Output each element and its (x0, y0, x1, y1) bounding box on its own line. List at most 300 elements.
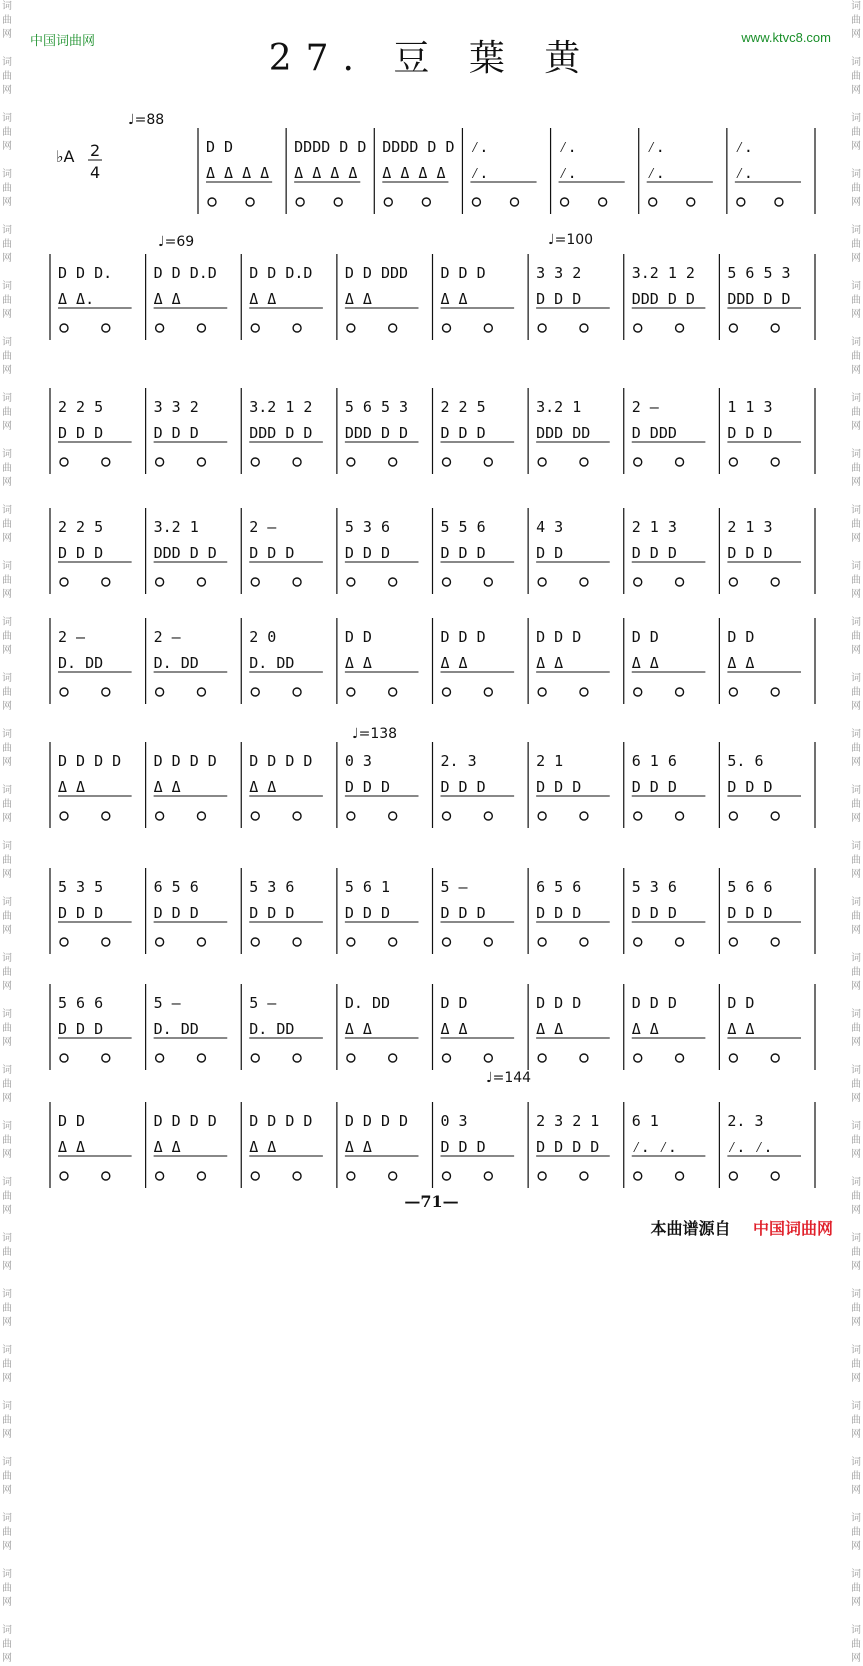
measure-lower-line: D D D (727, 544, 773, 562)
measure-upper-line: D D (344, 628, 372, 646)
measure (727, 628, 801, 696)
drum-stroke-mark (60, 458, 68, 466)
measure-upper-line: 2 0 (249, 628, 277, 646)
measure (727, 752, 801, 820)
score-system-4 (50, 508, 815, 594)
measure-lower-line: Δ Δ (153, 290, 181, 308)
measure-lower-line: DDD D D (344, 424, 409, 442)
measure (58, 1112, 132, 1180)
measure-upper-line: 6 1 6 (631, 752, 677, 770)
measure (441, 518, 515, 586)
drum-stroke-mark (384, 198, 392, 206)
drum-stroke-mark (389, 1054, 397, 1062)
source-site-link[interactable]: 中国词曲网 (752, 1221, 833, 1238)
measure (345, 1112, 419, 1180)
measure-upper-line: 2 1 (536, 752, 564, 770)
measure-upper-line: D D (727, 994, 755, 1012)
drum-stroke-mark (102, 1172, 110, 1180)
measure-upper-line: 6 5 6 (536, 878, 582, 896)
drum-stroke-mark (443, 938, 451, 946)
drum-stroke-mark (538, 688, 546, 696)
measure (154, 518, 228, 586)
drum-stroke-mark (156, 812, 164, 820)
drum-stroke-mark (251, 324, 259, 332)
measure-upper-line: D D D D (153, 1112, 217, 1130)
measure-lower-line: D D D (58, 904, 104, 922)
measure-upper-line: 5 3 6 (249, 878, 295, 896)
measure (345, 752, 419, 820)
drum-stroke-mark (472, 198, 480, 206)
measure-upper-line: D D (631, 628, 659, 646)
drum-stroke-mark (251, 578, 259, 586)
measure-upper-line: D. DD (344, 994, 391, 1012)
drum-stroke-mark (197, 938, 205, 946)
site-url[interactable]: www.ktvc8.com (741, 30, 831, 45)
measure-upper-line: 5 3 6 (344, 518, 391, 536)
measure (536, 1112, 610, 1180)
measure-lower-line: D D D (536, 904, 582, 922)
drum-stroke-mark (771, 1054, 779, 1062)
measure-upper-line: D D (206, 138, 234, 156)
measure (536, 628, 610, 696)
measure-lower-line: D D D (536, 778, 582, 796)
measure-upper-line: D D D D (153, 752, 217, 770)
measure-lower-line: Δ Δ (249, 290, 277, 308)
drum-stroke-mark (676, 578, 684, 586)
drum-stroke-mark (484, 1172, 492, 1180)
drum-stroke-mark (580, 458, 588, 466)
drum-stroke-mark (197, 458, 205, 466)
drum-stroke-mark (347, 688, 355, 696)
measure-lower-line: Δ Δ. (58, 290, 95, 308)
measure-upper-line: 3 3 2 (153, 398, 199, 416)
measure (632, 264, 706, 332)
drum-stroke-mark (538, 812, 546, 820)
measure-upper-line: 6 5 6 (153, 878, 199, 896)
measure-upper-line: 5 6 6 (727, 878, 773, 896)
measure-upper-line: DDDD D D (294, 138, 367, 156)
drum-stroke-mark (580, 938, 588, 946)
drum-stroke-mark (389, 578, 397, 586)
measure (249, 628, 323, 696)
drum-stroke-mark (443, 1172, 451, 1180)
score-system-3 (50, 388, 815, 474)
drum-stroke-mark (443, 812, 451, 820)
drum-stroke-mark (580, 1054, 588, 1062)
drum-stroke-mark (347, 1172, 355, 1180)
measure-lower-line: Δ Δ Δ Δ (206, 164, 270, 182)
measure-upper-line: D D D (440, 264, 486, 282)
drum-stroke-mark (676, 1172, 684, 1180)
drum-stroke-mark (197, 1054, 205, 1062)
drum-stroke-mark (347, 458, 355, 466)
drum-stroke-mark (102, 458, 110, 466)
drum-stroke-mark (156, 938, 164, 946)
drum-stroke-mark (729, 1172, 737, 1180)
measure (441, 264, 515, 332)
measure-upper-line: 4 3 (536, 518, 564, 536)
measure (441, 752, 515, 820)
score-system-5 (50, 618, 815, 704)
measure-upper-line: 2 – (58, 628, 86, 646)
measure-lower-line: D. DD (249, 654, 295, 672)
tempo-mark: ♩=100 (548, 232, 594, 248)
measure-upper-line: 2. 3 (727, 1112, 764, 1130)
drum-stroke-mark (484, 458, 492, 466)
measure (154, 752, 228, 820)
measure (727, 1112, 801, 1180)
measure-upper-line: D D D (631, 994, 677, 1012)
measure (58, 264, 132, 332)
measure (536, 878, 610, 946)
drum-stroke-mark (676, 458, 684, 466)
drum-stroke-mark (729, 812, 737, 820)
measure-upper-line: 2 – (153, 628, 181, 646)
measure-upper-line: 3.2 1 (536, 398, 582, 416)
score-system-8 (50, 984, 815, 1070)
measure-lower-line: Δ Δ (249, 778, 277, 796)
measure (727, 264, 801, 332)
measure (58, 752, 132, 820)
measure-upper-line: 5 6 6 (58, 994, 104, 1012)
measure-lower-line: Δ Δ (440, 654, 468, 672)
measure-upper-line: 2 2 5 (58, 398, 104, 416)
drum-stroke-mark (634, 1054, 642, 1062)
measure (536, 994, 610, 1062)
drum-stroke-mark (676, 324, 684, 332)
drum-stroke-mark (634, 688, 642, 696)
drum-stroke-mark (347, 578, 355, 586)
measure (58, 994, 132, 1062)
drum-stroke-mark (676, 1054, 684, 1062)
measure-lower-line: Δ Δ (631, 1020, 659, 1038)
drum-stroke-mark (687, 198, 695, 206)
measure-upper-line: 5. 6 (727, 752, 764, 770)
drum-stroke-mark (197, 812, 205, 820)
drum-stroke-mark (729, 1054, 737, 1062)
drum-stroke-mark (60, 1054, 68, 1062)
measure-lower-line: Δ Δ (249, 1138, 277, 1156)
drum-stroke-mark (389, 688, 397, 696)
measure-lower-line: D DDD (631, 424, 677, 442)
measure (154, 1112, 228, 1180)
measure-upper-line: 2. 3 (440, 752, 477, 770)
drum-stroke-mark (296, 198, 304, 206)
measure (632, 1112, 706, 1180)
measure (345, 994, 419, 1062)
drum-stroke-mark (197, 1172, 205, 1180)
measure (345, 264, 419, 332)
measure (154, 878, 228, 946)
drum-stroke-mark (102, 324, 110, 332)
measure-lower-line: DDD D D (153, 544, 217, 562)
measure (206, 138, 272, 206)
measure-lower-line: Δ Δ (153, 1138, 181, 1156)
drum-stroke-mark (60, 324, 68, 332)
drum-stroke-mark (676, 688, 684, 696)
drum-stroke-mark (102, 1054, 110, 1062)
measure-lower-line: Δ Δ (58, 1138, 86, 1156)
drum-stroke-mark (771, 578, 779, 586)
measure-lower-line: D D D (58, 424, 104, 442)
measure-upper-line: D D D D (344, 1112, 409, 1130)
drum-stroke-mark (60, 1172, 68, 1180)
measure (632, 518, 706, 586)
drum-stroke-mark (775, 198, 783, 206)
measure-upper-line: 5 6 1 (344, 878, 391, 896)
measure-lower-line: D D D (727, 424, 773, 442)
measure (441, 1112, 515, 1180)
measure-lower-line: D D D (344, 544, 391, 562)
score-system-2 (50, 254, 815, 340)
drum-stroke-mark (251, 812, 259, 820)
drum-stroke-mark (334, 198, 342, 206)
measure-lower-line: D D D (153, 424, 199, 442)
drum-stroke-mark (580, 812, 588, 820)
drum-stroke-mark (771, 458, 779, 466)
drum-stroke-mark (389, 324, 397, 332)
measure-lower-line: D D D (631, 904, 677, 922)
measure (441, 878, 515, 946)
measure (536, 398, 610, 466)
measure (154, 264, 228, 332)
drum-stroke-mark (443, 578, 451, 586)
drum-stroke-mark (251, 458, 259, 466)
drum-stroke-mark (246, 198, 254, 206)
drum-stroke-mark (484, 578, 492, 586)
drum-stroke-mark (347, 324, 355, 332)
drum-stroke-mark (251, 1172, 259, 1180)
measure-upper-line: DDDD D D (382, 138, 455, 156)
measure (58, 628, 132, 696)
measure-upper-line: D D D D (249, 1112, 313, 1130)
drum-stroke-mark (293, 324, 301, 332)
drum-stroke-mark (293, 578, 301, 586)
drum-stroke-mark (197, 324, 205, 332)
key-signature: ♭A (56, 147, 75, 166)
measure-lower-line: Δ Δ (344, 1138, 372, 1156)
measure-upper-line: D D D (536, 628, 582, 646)
drum-stroke-mark (102, 812, 110, 820)
drum-stroke-mark (197, 578, 205, 586)
right-watermark-strip: 词 曲 网 词 曲 网 词 曲 网 词 曲 网 词 曲 网 词 曲 网 词 曲 网 词 曲 网 词 曲 网 词 曲 网 词 曲 网 词 曲 网 词 曲 网 词 曲 网 词 曲 网 词 曲 网 词 曲 网 词 曲 网 词 曲 网 词 曲 网 词 曲 网 词 曲 网 词 曲 网 词 曲 网 词 曲 网 词 曲 网 词 曲 网 词 曲 网 词 曲 网 词 曲 网 (851, 1, 861, 1664)
measure-upper-line: 0 3 (344, 752, 372, 770)
drum-stroke-mark (484, 1054, 492, 1062)
measure-lower-line: DDD DD (536, 424, 591, 442)
measure-lower-line: D D D (536, 290, 582, 308)
drum-stroke-mark (634, 812, 642, 820)
drum-stroke-mark (156, 1054, 164, 1062)
measure (382, 138, 454, 206)
drum-stroke-mark (156, 578, 164, 586)
measure (441, 994, 515, 1062)
drum-stroke-mark (771, 812, 779, 820)
drum-stroke-mark (197, 688, 205, 696)
drum-stroke-mark (347, 1054, 355, 1062)
measure-upper-line: 2 – (631, 398, 659, 416)
measure (58, 518, 132, 586)
measure-lower-line: D D D (249, 904, 295, 922)
drum-stroke-mark (251, 938, 259, 946)
tempo-mark: ♩=144 (486, 1070, 532, 1086)
drum-stroke-mark (293, 812, 301, 820)
measure-lower-line: DDD D D (249, 424, 313, 442)
drum-stroke-mark (347, 812, 355, 820)
measure-lower-line: D D D D (536, 1138, 600, 1156)
measure (632, 994, 706, 1062)
measure-lower-line: D D D (440, 1138, 486, 1156)
measure-lower-line: ⁄. (734, 164, 753, 182)
measure (632, 398, 706, 466)
time-signature-bottom: 4 (90, 163, 101, 182)
left-watermark-strip: 词 曲 网 词 曲 网 词 曲 网 词 曲 网 词 曲 网 词 曲 网 词 曲 网 词 曲 网 词 曲 网 词 曲 网 词 曲 网 词 曲 网 词 曲 网 词 曲 网 词 曲 网 词 曲 网 词 曲 网 词 曲 网 词 曲 网 词 曲 网 词 曲 网 词 曲 网 词 曲 网 词 曲 网 词 曲 网 词 曲 网 词 曲 网 词 曲 网 词 曲 网 词 曲 网 (2, 1, 12, 1664)
drum-stroke-mark (634, 458, 642, 466)
measure (294, 138, 366, 206)
measure-upper-line: 2 1 3 (727, 518, 773, 536)
drum-stroke-mark (771, 1172, 779, 1180)
measure (154, 628, 228, 696)
measure-lower-line: Δ Δ (344, 1020, 372, 1038)
drum-stroke-mark (649, 198, 657, 206)
measure-lower-line: D. DD (153, 1020, 199, 1038)
measure (536, 752, 610, 820)
measure-upper-line: 2 2 5 (58, 518, 104, 536)
drum-stroke-mark (484, 938, 492, 946)
measure-upper-line: 2 3 2 1 (536, 1112, 600, 1130)
measure-lower-line: ⁄. ⁄. (631, 1138, 677, 1156)
measure-lower-line: D D (536, 544, 564, 562)
drum-stroke-mark (729, 324, 737, 332)
measure-lower-line: Δ Δ (440, 1020, 468, 1038)
measure-upper-line: 2 2 5 (440, 398, 486, 416)
measure (632, 752, 706, 820)
measure-upper-line: ⁄. (646, 138, 665, 156)
measure (727, 878, 801, 946)
drum-stroke-mark (676, 812, 684, 820)
drum-stroke-mark (251, 1054, 259, 1062)
measure-lower-line: Δ Δ (631, 654, 659, 672)
measure (727, 398, 801, 466)
drum-stroke-mark (60, 688, 68, 696)
measure-lower-line: D D D (440, 778, 486, 796)
measure-lower-line: D D D (344, 778, 391, 796)
measure-upper-line: D D D D (58, 752, 122, 770)
measure-lower-line: DDD D D (631, 290, 695, 308)
source-credit (651, 1216, 833, 1239)
measure-lower-line: D D D (440, 424, 486, 442)
measure-upper-line: ⁄. (734, 138, 753, 156)
measure-upper-line: D D D D (249, 752, 313, 770)
measure-lower-line: ⁄. (558, 164, 577, 182)
measure-lower-line: Δ Δ (344, 290, 372, 308)
measure (536, 518, 610, 586)
measure (727, 994, 801, 1062)
measure-upper-line: 2 – (249, 518, 277, 536)
drum-stroke-mark (293, 1054, 301, 1062)
drum-stroke-mark (443, 458, 451, 466)
measure (249, 518, 323, 586)
drum-stroke-mark (729, 458, 737, 466)
measure-upper-line: 5 – (440, 878, 468, 896)
measure (735, 138, 801, 206)
time-signature-top: 2 (90, 141, 101, 160)
measure-lower-line: Δ Δ (344, 654, 372, 672)
measure-lower-line: D D D (249, 544, 295, 562)
measure (345, 628, 419, 696)
measure (345, 518, 419, 586)
drum-stroke-mark (251, 688, 259, 696)
measure-upper-line: 3 3 2 (536, 264, 582, 282)
drum-stroke-mark (60, 938, 68, 946)
measure-lower-line: D D D (727, 904, 773, 922)
drum-stroke-mark (580, 1172, 588, 1180)
drum-stroke-mark (484, 812, 492, 820)
measure-lower-line: D D D (344, 904, 391, 922)
measure-lower-line: Δ Δ (727, 654, 755, 672)
drum-stroke-mark (389, 812, 397, 820)
measure-upper-line: D D (440, 994, 468, 1012)
drum-stroke-mark (634, 938, 642, 946)
measure-lower-line: D D D (440, 544, 486, 562)
drum-stroke-mark (208, 198, 216, 206)
drum-stroke-mark (102, 688, 110, 696)
measure-lower-line: ⁄. (646, 164, 665, 182)
drum-stroke-mark (156, 1172, 164, 1180)
measure-lower-line: Δ Δ (727, 1020, 755, 1038)
measure (154, 994, 228, 1062)
drum-stroke-mark (60, 578, 68, 586)
tempo-mark: ♩=138 (352, 726, 398, 742)
measure-lower-line: D D D (58, 1020, 104, 1038)
drum-stroke-mark (580, 578, 588, 586)
measure-lower-line: D D D (440, 904, 486, 922)
drum-stroke-mark (484, 324, 492, 332)
drum-stroke-mark (729, 688, 737, 696)
measure-upper-line: 3.2 1 (153, 518, 199, 536)
measure-upper-line: ⁄. (470, 138, 489, 156)
measure-lower-line: Δ Δ (153, 778, 181, 796)
measure-upper-line: D D D. (58, 264, 113, 282)
measure-lower-line: ⁄. ⁄. (727, 1138, 773, 1156)
drum-stroke-mark (538, 1172, 546, 1180)
measure-lower-line: Δ Δ Δ Δ (382, 164, 446, 182)
drum-stroke-mark (771, 688, 779, 696)
drum-stroke-mark (389, 458, 397, 466)
measure (441, 398, 515, 466)
drum-stroke-mark (484, 688, 492, 696)
measure (249, 752, 323, 820)
measure-upper-line: ⁄. (558, 138, 577, 156)
measure (632, 628, 706, 696)
site-name[interactable]: 中国词曲网 (30, 33, 96, 48)
measure-lower-line: D D D (631, 544, 677, 562)
measure-lower-line: D. DD (153, 654, 199, 672)
measure-lower-line: D. DD (58, 654, 104, 672)
measure-lower-line: D D D (58, 544, 104, 562)
drum-stroke-mark (634, 1172, 642, 1180)
drum-stroke-mark (102, 938, 110, 946)
drum-stroke-mark (538, 324, 546, 332)
measure-upper-line: 1 1 3 (727, 398, 773, 416)
measure-upper-line: 6 1 (631, 1112, 659, 1130)
drum-stroke-mark (511, 198, 519, 206)
score-system-6 (50, 742, 815, 828)
drum-stroke-mark (729, 938, 737, 946)
drum-stroke-mark (771, 324, 779, 332)
measure (470, 138, 536, 206)
measure-lower-line: D D D (153, 904, 199, 922)
drum-stroke-mark (443, 324, 451, 332)
